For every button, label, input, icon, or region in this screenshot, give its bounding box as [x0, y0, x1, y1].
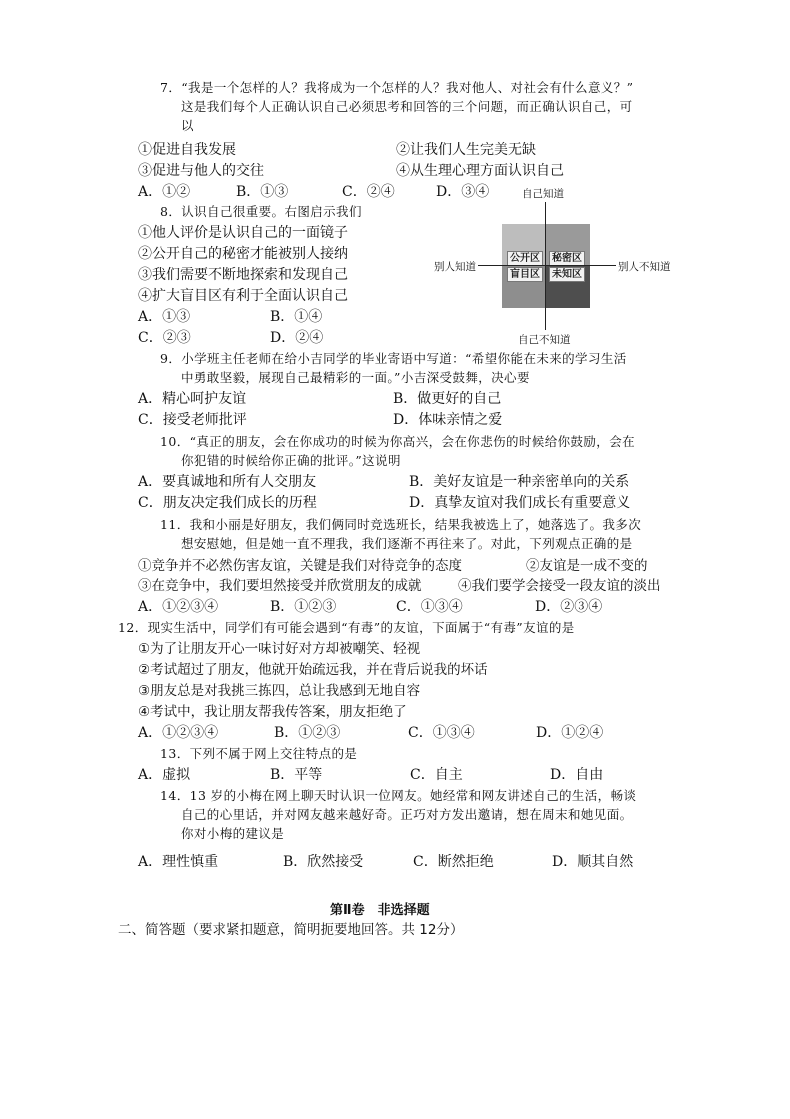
johari-window-diagram — [430, 184, 680, 350]
q11-option-1: ①竞争并不必然伤害友谊，关键是我们对待竞争的态度 — [138, 558, 462, 574]
q10-choice-c[interactable]: C．朋友决定我们成长的历程 — [138, 495, 317, 511]
q7-stem-line3: 以 — [181, 118, 194, 133]
q14-choice-b[interactable]: B．欣然接受 — [283, 854, 364, 870]
label-others-know: 别人知道 — [434, 261, 476, 273]
q13-stem: 13．下列不属于网上交往特点的是 — [160, 746, 358, 761]
hidden-area-label: 秘密区 — [549, 251, 585, 266]
q10-choice-b[interactable]: B．美好友谊是一种亲密单向的关系 — [409, 474, 630, 490]
part-two-title: 第Ⅱ卷 非选择题 — [330, 903, 430, 918]
vertical-axis — [545, 202, 546, 330]
q11-option-2: ②友谊是一成不变的 — [526, 558, 648, 574]
label-self-not-know: 自己不知道 — [518, 334, 571, 346]
q10-stem-line2: 你犯错的时候给你正确的批评。”这说明 — [181, 453, 401, 468]
q13-choice-d[interactable]: D．自由 — [550, 767, 604, 783]
q9-stem-line1: 9．小学班主任老师在给小吉同学的毕业寄语中写道：“希望你能在未来的学习生活 — [160, 351, 627, 366]
q12-stem: 12．现实生活中，同学们有可能会遇到“有毒”的友谊，下面属于“有毒”友谊的是 — [118, 620, 575, 635]
q7-option-4: ④从生理心理方面认识自己 — [396, 163, 564, 179]
q12-option-1: ①为了让朋友开心一味讨好对方却被嘲笑、轻视 — [138, 641, 421, 657]
q11-choice-d[interactable]: D．②③④ — [535, 599, 603, 615]
q8-option-3: ③我们需要不断地探索和发现自己 — [138, 267, 348, 283]
q9-choice-c[interactable]: C．接受老师批评 — [138, 412, 247, 428]
q7-option-1: ①促进自我发展 — [138, 142, 236, 158]
open-area-label: 公开区 — [507, 251, 543, 266]
q8-option-1: ①他人评价是认识自己的一面镜子 — [138, 225, 348, 241]
q8-choice-a[interactable]: A．①③ — [138, 309, 191, 325]
label-self-knows: 自己知道 — [522, 188, 564, 200]
q13-choice-a[interactable]: A．虚拟 — [138, 767, 191, 783]
q8-choice-c[interactable]: C．②③ — [138, 330, 191, 346]
q14-choice-d[interactable]: D．顺其自然 — [552, 854, 634, 870]
q7-choice-c[interactable]: C．②④ — [342, 184, 395, 200]
q11-stem-line1: 11．我和小丽是好朋友，我们俩同时竞选班长，结果我被选上了，她落选了。我多次 — [160, 517, 642, 532]
q13-choice-b[interactable]: B．平等 — [270, 767, 323, 783]
label-others-not-know: 别人不知道 — [618, 261, 671, 273]
q7-stem-line2: 这是我们每个人正确认识自己必须思考和回答的三个问题，而正确认识自己，可 — [181, 99, 633, 114]
q14-stem-line3: 你对小梅的建议是 — [181, 826, 285, 841]
q14-stem-line1: 14．13 岁的小梅在网上聊天时认识一位网友。她经常和网友讲述自己的生活，畅谈 — [160, 788, 637, 803]
q8-choice-d[interactable]: D．②④ — [270, 330, 324, 346]
q12-choice-a[interactable]: A．①②③④ — [138, 725, 219, 741]
q8-option-2: ②公开自己的秘密才能被别人接纳 — [138, 246, 348, 262]
q14-choice-c[interactable]: C．断然拒绝 — [413, 854, 494, 870]
q14-choice-a[interactable]: A．理性慎重 — [138, 854, 219, 870]
q9-choice-d[interactable]: D．体味亲情之爱 — [393, 412, 503, 428]
q11-choice-c[interactable]: C．①③④ — [396, 599, 463, 615]
q11-choice-a[interactable]: A．①②③④ — [138, 599, 219, 615]
horizontal-axis — [478, 265, 616, 266]
q10-stem-line1: 10．“真正的朋友，会在你成功的时候为你高兴，会在你悲伤的时候给你鼓励，会在 — [160, 434, 635, 449]
q11-choice-b[interactable]: B．①②③ — [270, 599, 337, 615]
q7-option-2: ②让我们人生完美无缺 — [396, 142, 536, 158]
q12-choice-d[interactable]: D．①②④ — [536, 725, 604, 741]
q9-choice-a[interactable]: A．精心呵护友谊 — [138, 391, 247, 407]
q8-choice-b[interactable]: B．①④ — [270, 309, 323, 325]
q14-stem-line2: 自己的心里话，并对网友越来越好奇。正巧对方发出邀请，想在周末和她见面。 — [181, 807, 633, 822]
q12-choice-c[interactable]: C．①③④ — [408, 725, 475, 741]
q11-option-4: ④我们要学会接受一段友谊的淡出 — [458, 578, 661, 594]
unknown-area-label: 未知区 — [549, 267, 585, 282]
q12-choice-b[interactable]: B．①②③ — [274, 725, 341, 741]
section-short-answer-heading: 二、简答题（要求紧扣题意，简明扼要地回答。共 12分） — [118, 922, 464, 938]
q12-option-3: ③朋友总是对我挑三拣四，总让我感到无地自容 — [138, 683, 421, 699]
q8-stem: 8．认识自己很重要。右图启示我们 — [160, 204, 362, 219]
q7-option-3: ③促进与他人的交往 — [138, 163, 264, 179]
q9-choice-b[interactable]: B．做更好的自己 — [393, 391, 502, 407]
q7-stem-line1: 7．“我是一个怎样的人？我将成为一个怎样的人？我对他人、对社会有什么意义？” — [160, 80, 634, 95]
q12-option-4: ④考试中，我让朋友帮我传答案，朋友拒绝了 — [138, 704, 407, 720]
q10-choice-d[interactable]: D．真挚友谊对我们成长有重要意义 — [409, 495, 631, 511]
q11-stem-line2: 想安慰她，但是她一直不理我，我们逐渐不再往来了。对此，下列观点正确的是 — [181, 536, 633, 551]
blind-area-label: 盲目区 — [507, 267, 543, 282]
q12-option-2: ②考试超过了朋友，他就开始疏远我，并在背后说我的坏话 — [138, 662, 488, 678]
q11-option-3: ③在竞争中，我们要坦然接受并欣赏朋友的成就 — [138, 578, 422, 594]
q10-choice-a[interactable]: A．要真诚地和所有人交朋友 — [138, 474, 317, 490]
q7-choice-a[interactable]: A．①② — [138, 184, 191, 200]
q9-stem-line2: 中勇敢坚毅，展现自己最精彩的一面。”小吉深受鼓舞，决心要 — [181, 370, 530, 385]
q13-choice-c[interactable]: C．自主 — [410, 767, 463, 783]
q8-option-4: ④扩大盲目区有利于全面认识自己 — [138, 288, 348, 304]
q7-choice-d[interactable]: D．③④ — [436, 184, 490, 200]
q7-choice-b[interactable]: B．①③ — [236, 184, 289, 200]
